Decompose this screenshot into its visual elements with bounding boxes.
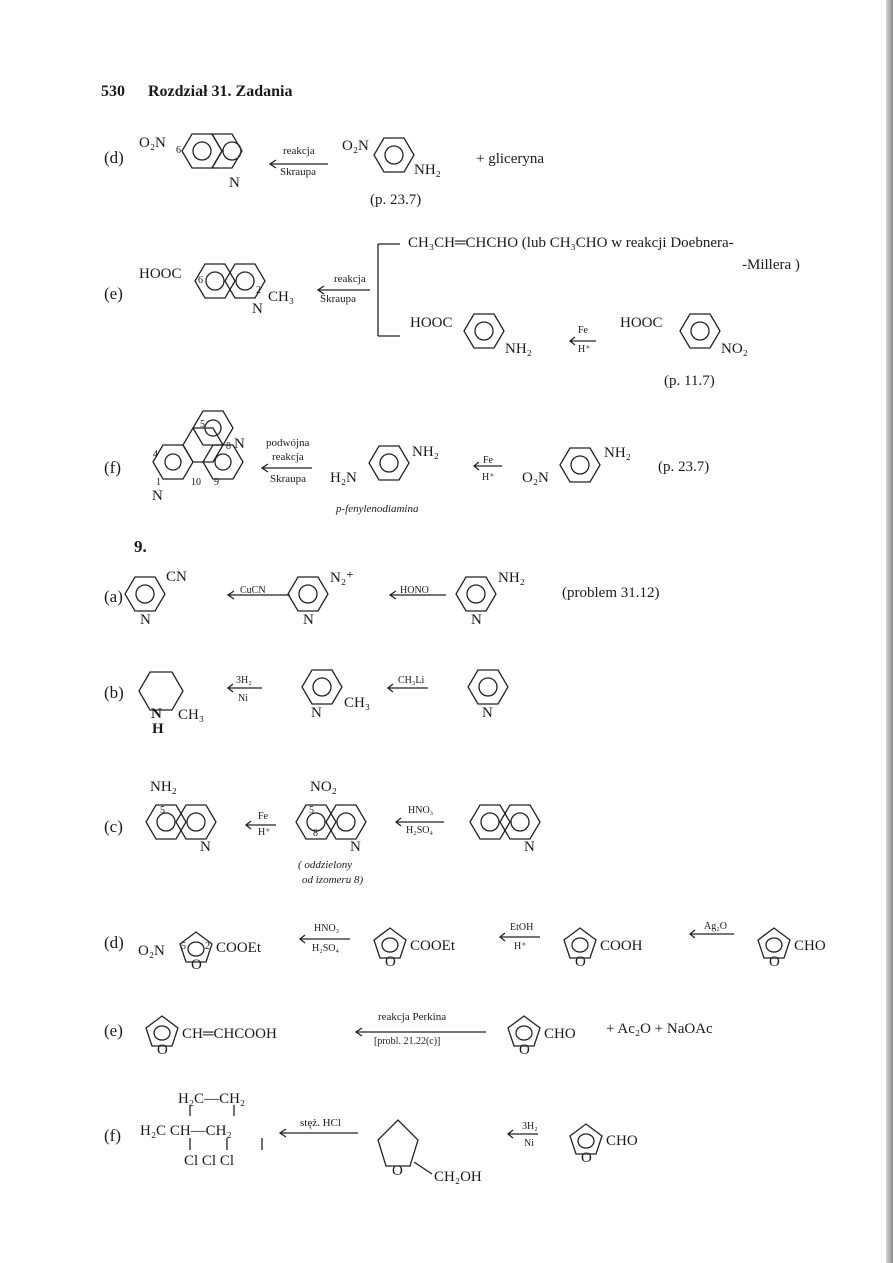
reagent-acid: H⁺ (514, 941, 527, 952)
chapter-title: Rozdział 31. Zadania (148, 83, 293, 100)
carboxyl-group: HOOC (139, 266, 182, 282)
ring-oxygen: O (575, 954, 586, 970)
ring-nitrogen: N (482, 705, 493, 721)
reagent-hono: HONO (400, 585, 429, 596)
problem-reference: [probl. 21.22(c)] (374, 1036, 441, 1047)
ring-nitrogen: N (152, 488, 163, 504)
nitro-group: NO₂ (310, 779, 337, 795)
reactant-glycerol: + gliceryna (476, 151, 545, 167)
chain-row-3: Cl Cl Cl (184, 1153, 235, 1169)
carboxyl-group: HOOC (620, 315, 663, 331)
ring-oxygen: O (519, 1042, 530, 1058)
reagent-label-top: reakcja (283, 145, 315, 157)
nitro-group: O₂N (138, 943, 165, 959)
reagent-acid: H⁺ (482, 472, 495, 483)
ring-nitrogen: N (140, 612, 151, 628)
amino-group: H₂N (330, 470, 357, 486)
item-label-9b: (b) (104, 683, 124, 702)
aldehyde-group: CHO (544, 1026, 576, 1042)
carboxylic-group: COOH (600, 938, 643, 954)
aldehyde-group: CHO (606, 1133, 638, 1149)
aminobenzoic-ring-8e (464, 314, 504, 348)
ring-nitrogen: N (234, 436, 245, 452)
reagent-sulfuric-acid: H₂SO₄ (406, 825, 433, 836)
ring-position-8: 8 (313, 828, 318, 839)
reagent-hydrogen: 3H₂ (236, 675, 252, 686)
picoline-ring (302, 670, 342, 704)
ring-oxygen: O (191, 957, 202, 973)
ring-nitrogen: N (311, 705, 322, 721)
ring-oxygen: O (769, 954, 780, 970)
reagent-nitric-acid: HNO₃ (314, 923, 340, 934)
ring-position-1: 1 (156, 477, 161, 488)
ring-position-5: 5 (181, 941, 186, 952)
ring-nitrogen: N (200, 839, 211, 855)
nitrobenzoic-ring-8e (680, 314, 720, 348)
ring-position-5: 5 (160, 805, 165, 816)
item-label-8d: (d) (104, 148, 124, 167)
item-label-9f: (f) (104, 1126, 121, 1145)
ring-position-6: 6 (176, 145, 181, 156)
amino-group: NH₂ (505, 341, 532, 357)
hydroxymethyl-group: CH₂OH (434, 1169, 482, 1185)
problem-number: 9. (134, 537, 147, 556)
reactants-acetic-anhydride: + Ac₂O + NaOAc (606, 1021, 713, 1037)
amino-group: NH₂ (498, 570, 525, 586)
quinoline-ring-8d (182, 134, 242, 168)
reagent-hcl: stęż. HCl (300, 1117, 341, 1129)
reagent-fe: Fe (578, 325, 588, 336)
ring-nitrogen: N (471, 612, 482, 628)
nitro-group: O₂N (522, 470, 549, 486)
ester-group: COOEt (410, 938, 455, 954)
aldehyde-group: CHO (794, 938, 826, 954)
reagent-label-1: podwójna (266, 437, 310, 449)
reagent-nickel: Ni (238, 693, 248, 704)
isomer-note: ( oddzielony (298, 859, 353, 871)
nitro-group: NO₂ (721, 341, 748, 357)
reagent-hydrogen: 3H₂ (522, 1121, 538, 1132)
reagent-perkin: reakcja Perkina (378, 1011, 447, 1023)
aminopyridine-ring (456, 577, 496, 611)
nitro-group: O₂N (139, 135, 166, 151)
amino-group: NH₂ (412, 444, 439, 460)
reagent-ethanol: EtOH (510, 922, 534, 933)
ring-oxygen: O (581, 1150, 592, 1166)
reagent-methyllithium: CH₃Li (398, 675, 425, 686)
quinoline-rings-9c (470, 805, 540, 839)
ring-position-2: 2 (205, 941, 210, 952)
item-label-8e: (e) (104, 284, 123, 303)
reagent-acid: H⁺ (258, 827, 271, 838)
reagent-label-bottom: Skraupa (280, 166, 317, 178)
page-number: 530 (101, 83, 125, 100)
reference: (p. 23.7) (370, 192, 422, 208)
acrylic-acid-chain: CH═CHCOOH (182, 1026, 277, 1042)
isomer-note-cont: od izomeru 8) (302, 874, 364, 886)
nitroaniline-ring-8f (560, 448, 600, 482)
thf-ring (378, 1120, 418, 1166)
ring-oxygen: O (157, 1042, 168, 1058)
crotonaldehyde-text-cont: -Millera ) (742, 257, 800, 273)
reference: (problem 31.12) (562, 585, 660, 601)
reagent-label-top: reakcja (334, 273, 366, 285)
methyl-group: CH₃ (178, 707, 205, 723)
nitroaniline-ring-8d (374, 138, 414, 172)
amino-group: NH₂ (414, 162, 441, 178)
ester-group: COOEt (216, 940, 261, 956)
nh-hydrogen: H (152, 721, 164, 737)
ring-nitrogen: N (229, 175, 240, 191)
reagent-nitric-acid: HNO₃ (408, 805, 434, 816)
methyl-group: CH₃ (344, 695, 371, 711)
pyridine-ring (468, 670, 508, 704)
carboxyl-group: HOOC (410, 315, 453, 331)
nitroquinoline-rings (296, 805, 366, 839)
reference: (p. 11.7) (664, 373, 715, 389)
piperidine-ring (139, 672, 183, 710)
reagent-silver-oxide: Ag₂O (704, 921, 727, 932)
ring-nitrogen: N (350, 839, 361, 855)
ring-position-8: 8 (226, 441, 231, 452)
reagent-cucn: CuCN (240, 585, 266, 596)
ring-position-2: 2 (256, 285, 261, 296)
reagent-label-bottom: Skraupa (320, 293, 357, 305)
amino-group: NH₂ (150, 779, 177, 795)
diazonium-pyridine-ring (288, 577, 328, 611)
item-label-9a: (a) (104, 587, 123, 606)
cyano-group: CN (166, 569, 187, 585)
item-label-9c: (c) (104, 817, 123, 836)
aminoquinoline-rings (146, 805, 216, 839)
reagent-label-3: Skraupa (270, 473, 307, 485)
item-label-9d: (d) (104, 933, 124, 952)
ring-position-5: 5 (200, 419, 205, 430)
methyl-group: CH₃ (268, 289, 295, 305)
ring-position-6: 6 (198, 275, 203, 286)
amino-group: NH₂ (604, 445, 631, 461)
chain-row-2: H₂C CH—CH₂ (140, 1123, 232, 1139)
ring-oxygen: O (392, 1163, 403, 1179)
ring-position-4: 4 (153, 449, 158, 460)
item-label-9e: (e) (104, 1021, 123, 1040)
phenylenediamine-ring-8f (369, 446, 409, 480)
reagent-fe: Fe (483, 455, 493, 466)
reagent-fe: Fe (258, 811, 268, 822)
reference: (p. 23.7) (658, 459, 710, 475)
ring-position-10: 10 (191, 477, 201, 488)
ring-nitrogen: N (151, 706, 162, 722)
quinoline-ring-8e (195, 264, 265, 298)
ring-nitrogen: N (303, 612, 314, 628)
cyanopyridine-ring (125, 577, 165, 611)
ring-nitrogen: N (524, 839, 535, 855)
ring-nitrogen: N (252, 301, 263, 317)
item-label-8f: (f) (104, 458, 121, 477)
ring-position-5: 5 (309, 805, 314, 816)
reagent-nickel: Ni (524, 1138, 534, 1149)
nitro-group: O₂N (342, 138, 369, 154)
reagent-sulfuric-acid: H₂SO₄ (312, 943, 339, 954)
reagent-acid: H⁺ (578, 344, 591, 355)
ring-position-9: 9 (214, 477, 219, 488)
compound-caption: p-fenylenodiamina (336, 503, 419, 515)
diazonium-group: N₂⁺ (330, 570, 354, 586)
ring-oxygen: O (385, 954, 396, 970)
chain-row-1: H₂C—CH₂ (178, 1091, 246, 1107)
crotonaldehyde-text: CH₃CH═CHCHO (lub CH₃CHO w reakcji Doebnera- (408, 235, 734, 251)
reagent-label-2: reakcja (272, 451, 304, 463)
